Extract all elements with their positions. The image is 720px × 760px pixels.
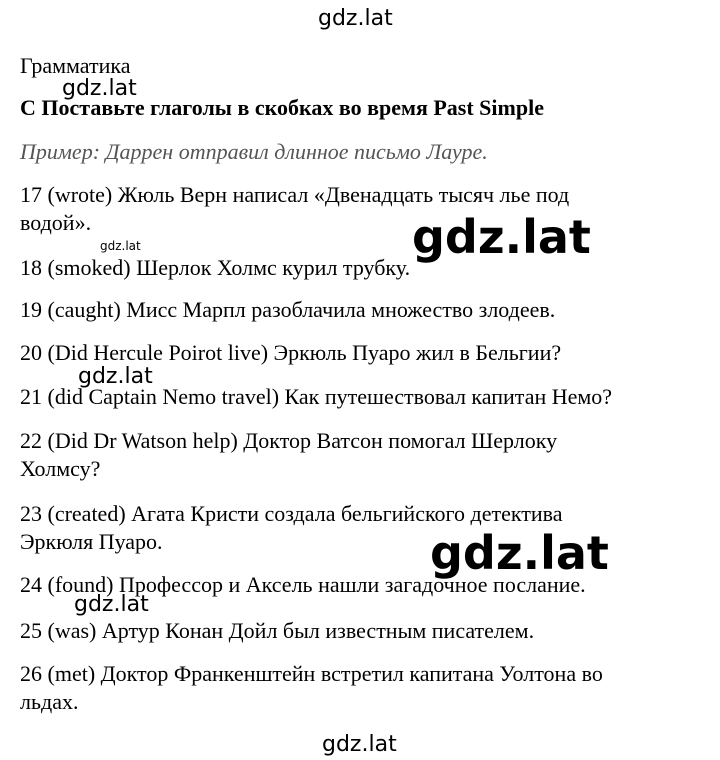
item-26-line-1: 26 (met) Доктор Франкенштейн встретил капитана Уолтона во	[20, 661, 603, 686]
task-heading: С Поставьте глаголы в скобках во время Past Simple	[20, 95, 544, 120]
example-sentence: Пример: Даррен отправил длинное письмо Лауре.	[20, 139, 488, 164]
item-23-line-2: Эркюля Пуаро.	[20, 529, 163, 554]
item-20: 20 (Did Hercule Poirot live) Эркюль Пуаро жил в Бельгии?	[20, 340, 562, 365]
item-17-line-2: водой».	[20, 210, 92, 235]
item-18: 18 (smoked) Шерлок Холмс курил трубку.	[20, 255, 411, 280]
watermark-mid-left: gdz.lat	[78, 364, 153, 389]
item-26-line-2: льдах.	[20, 689, 79, 714]
item-17-line-1: 17 (wrote) Жюль Верн написал «Двенадцать тысяч лье под	[20, 182, 570, 207]
watermark-large-upper: gdz.lat	[412, 210, 591, 264]
watermark-top: gdz.lat	[318, 6, 393, 31]
item-21: 21 (did Captain Nemo travel) Как путешествовал капитан Немо?	[20, 384, 613, 409]
item-25: 25 (was) Артур Конан Дойл был известным писателем.	[20, 618, 535, 643]
watermark-tiny: gdz.lat	[100, 239, 141, 253]
watermark-bottom: gdz.lat	[322, 732, 397, 757]
section-title: Грамматика	[20, 53, 131, 78]
item-22-line-2: Холмсу?	[20, 456, 101, 481]
item-19: 19 (caught) Мисс Марпл разоблачила множество злодеев.	[20, 297, 556, 322]
watermark-large-lower: gdz.lat	[430, 526, 609, 580]
item-22-line-1: 22 (Did Dr Watson help) Доктор Ватсон помогал Шерлоку	[20, 428, 558, 453]
watermark-near-heading: gdz.lat	[62, 76, 137, 101]
watermark-lower-left: gdz.lat	[74, 592, 149, 617]
item-23-line-1: 23 (created) Агата Кристи создала бельгийского детектива	[20, 501, 563, 526]
item-24: 24 (found) Профессор и Аксель нашли загадочное послание.	[20, 572, 586, 597]
